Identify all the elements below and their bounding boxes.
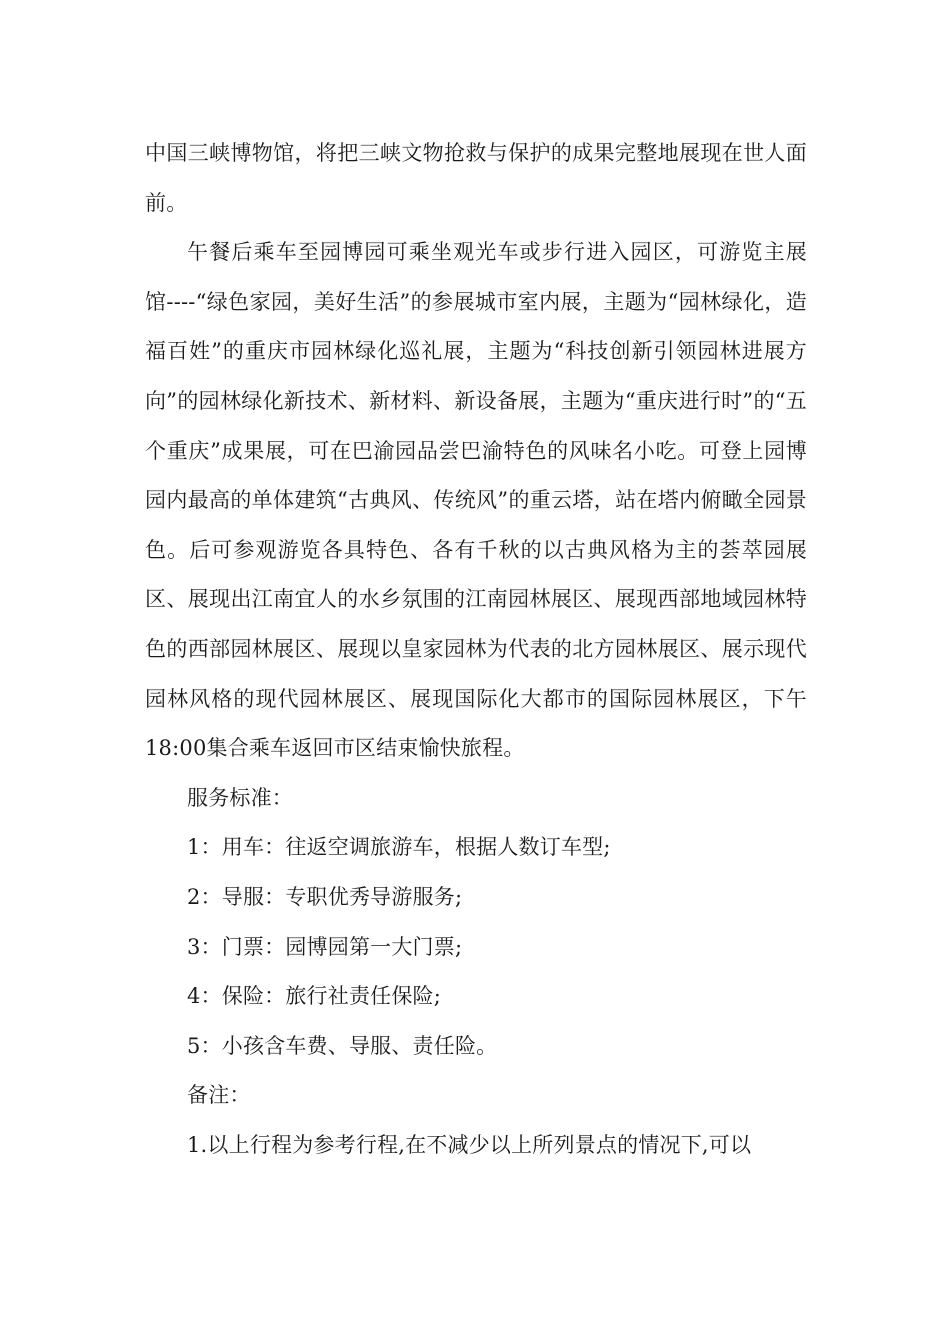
service-heading: 服务标准： bbox=[187, 785, 293, 810]
notes-item-1: 1.以上行程为参考行程,在不减少以上所列景点的情况下,可以 bbox=[187, 1132, 752, 1157]
document-body bbox=[145, 129, 807, 1170]
paragraph-itinerary: 午餐后乘车至园博园可乘坐观光车或步行进入园区，可游览主展馆----“绿色家园，美好生活”的参展城市室内展，主题为“园林绿化，造福百姓”的重庆市园林绿化巡礼展，主题为“科技创新引领园林进展方向”的园林绿化新技术、新材料、新设备展，主题为“重庆进行时”的“五个重庆”成果展，可在巴渝园品尝巴渝特色的风味名小吃。可登上园博园内最高的单体建筑“古典风、传统风”的重云塔，站在塔内俯瞰全园景色。后可参观游览各具特色、各有千秋的以古典风格为主的荟萃园展区、展现出江南宜人的水乡氛围的江南园林展区、展现西部地域园林特色的西部园林展区、展现以皇家园林为代表的北方园林展区、展示现代园林风格的现代园林展区、展现国际化大都市的国际园林展区，下午18:00集合乘车返回市区结束愉快旅程。 bbox=[145, 240, 807, 761]
notes-heading: 备注： bbox=[187, 1083, 251, 1108]
service-item-children: 5：小孩含车费、导服、责任险。 bbox=[187, 1033, 498, 1058]
service-item-insurance: 4：保险：旅行社责任保险; bbox=[187, 984, 442, 1009]
service-item-vehicle: 1：用车：往返空调旅游车，根据人数订车型; bbox=[187, 835, 611, 860]
service-item-guide: 2：导服：专职优秀导游服务; bbox=[187, 884, 463, 909]
paragraph-museum: 中国三峡博物馆，将把三峡文物抢救与保护的成果完整地展现在世人面前。 bbox=[145, 141, 807, 215]
service-item-ticket: 3：门票：园博园第一大门票; bbox=[187, 934, 463, 959]
